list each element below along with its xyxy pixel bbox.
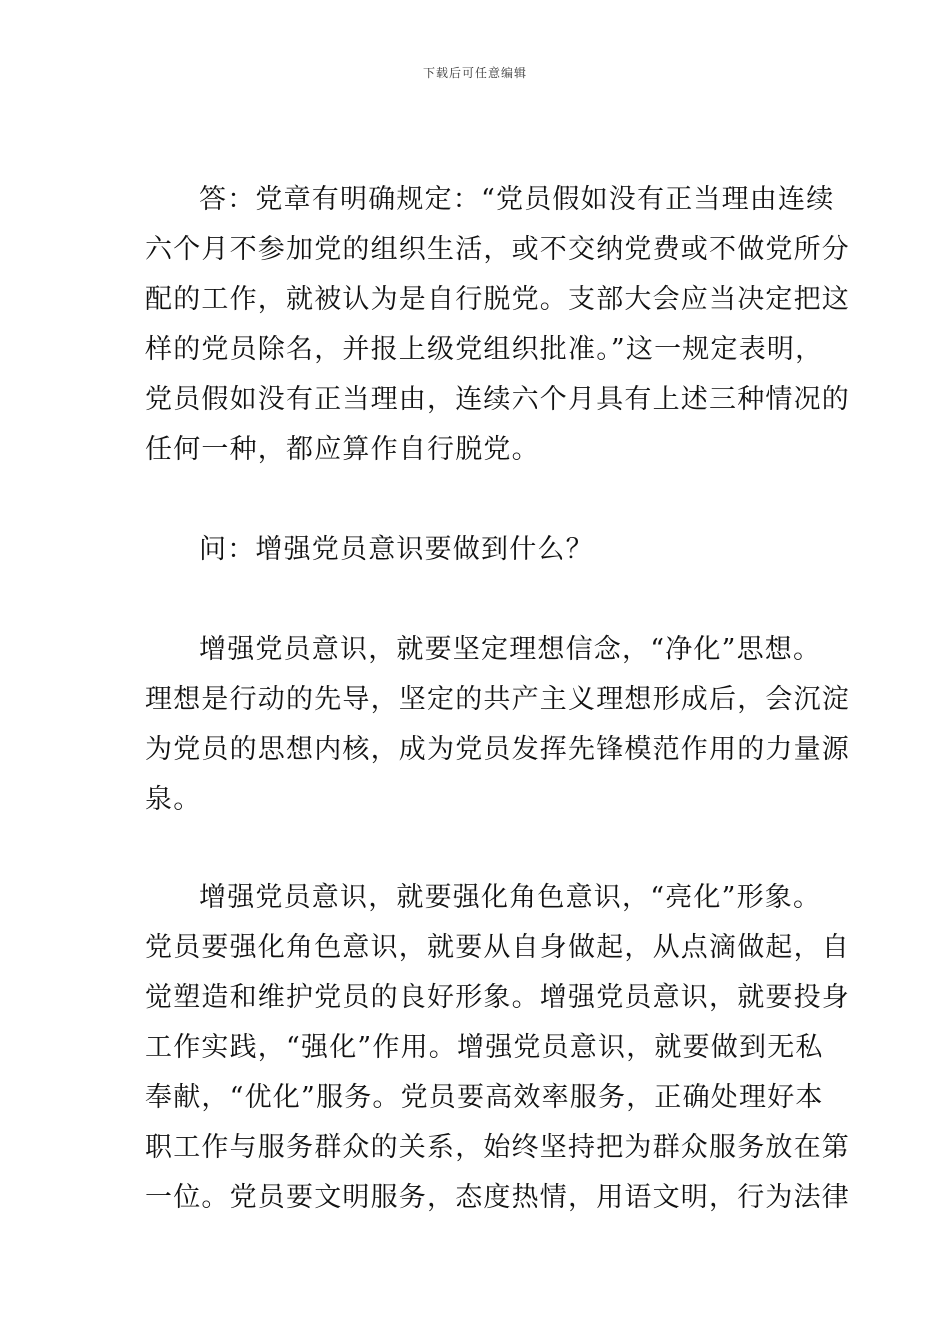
paragraph-4-line-2: 党员要强化角色意识，就要从自身做起，从点滴做起，自: [145, 932, 850, 963]
paragraph-4-line-5: 奉献，“优化”服务。党员要高效率服务，正确处理好本: [145, 1082, 824, 1113]
paragraph-1-line-1: 答：党章有明确规定：“党员假如没有正当理由连续: [199, 184, 835, 215]
paragraph-3-line-2: 理想是行动的先导，坚定的共产主义理想形成后，会沉淀: [145, 684, 850, 715]
paragraph-4-line-4: 工作实践，“强化”作用。增强党员意识，就要做到无私: [145, 1032, 824, 1063]
paragraph-1-line-4: 样的党员除名，并报上级党组织批准。”这一规定表明，: [145, 334, 824, 365]
question-line: 问：增强党员意识要做到什么？: [199, 534, 594, 565]
paragraph-4-line-1: 增强党员意识，就要强化角色意识，“亮化”形象。: [199, 882, 822, 913]
paragraph-3-line-3: 为党员的思想内核，成为党员发挥先锋模范作用的力量源: [145, 734, 850, 765]
paragraph-4-line-6: 职工作与服务群众的关系，始终坚持把为群众服务放在第: [145, 1132, 850, 1163]
paragraph-1-line-2: 六个月不参加党的组织生活，或不交纳党费或不做党所分: [145, 234, 850, 265]
paragraph-4-line-7: 一位。党员要文明服务，态度热情，用语文明，行为法律: [145, 1182, 850, 1213]
paragraph-1-line-5: 党员假如没有正当理由，连续六个月具有上述三种情况的: [145, 384, 850, 415]
paragraph-1-line-6: 任何一种，都应算作自行脱党。: [145, 434, 540, 465]
paragraph-3-line-4: 泉。: [145, 784, 202, 815]
paragraph-1-line-3: 配的工作，就被认为是自行脱党。支部大会应当决定把这: [145, 284, 850, 315]
paragraph-3-line-1: 增强党员意识，就要坚定理想信念，“净化”思想。: [199, 634, 822, 665]
page-header: 下载后可任意编辑: [422, 66, 527, 80]
paragraph-4-line-3: 觉塑造和维护党员的良好形象。增强党员意识，就要投身: [145, 982, 850, 1013]
